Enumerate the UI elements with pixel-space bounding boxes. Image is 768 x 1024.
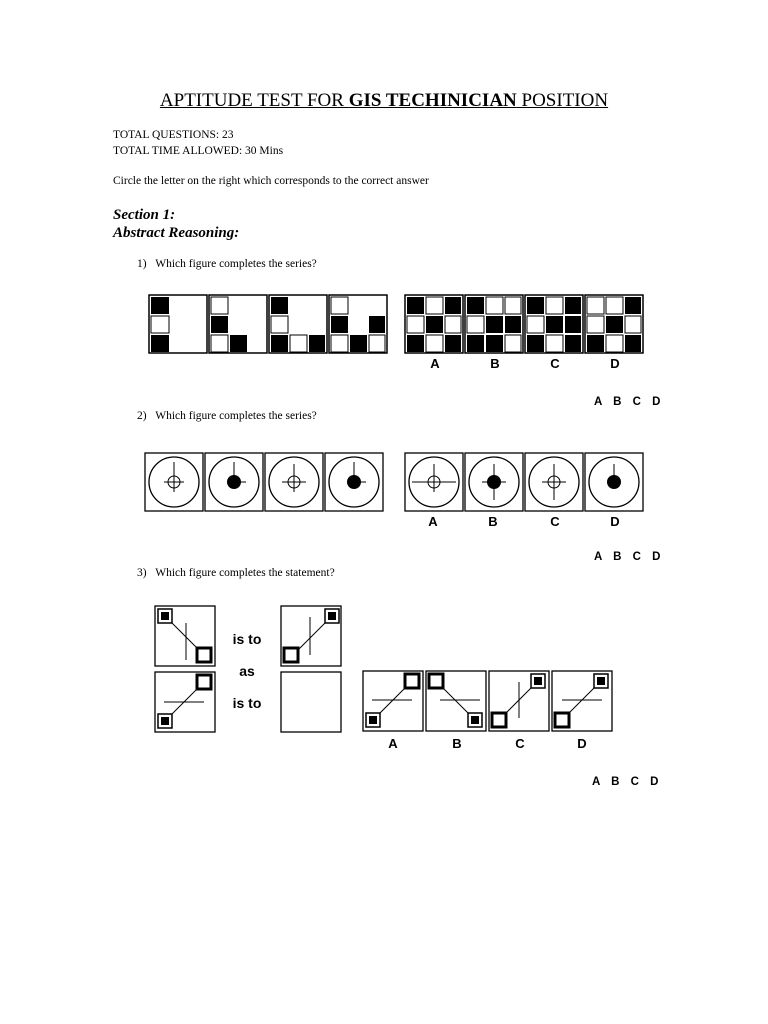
page-title: APTITUDE TEST FOR GIS TECHINICIAN POSITION [159, 90, 609, 111]
q2-option-b-label: B [488, 514, 498, 529]
q2-option-c-label: C [550, 514, 560, 529]
q2-options-figure [404, 452, 646, 512]
q3-analogy-left [154, 605, 218, 735]
instruction: Circle the letter on the right which corresponds to the correct answer [113, 175, 429, 187]
question-3: 3) Which figure completes the statement? [137, 567, 335, 579]
q2-option-d-label: D [610, 514, 620, 529]
q1-option-a-label: A [430, 356, 440, 371]
question-1: 1) Which figure completes the series? [137, 258, 317, 270]
question-2: 2) Which figure completes the series? [137, 410, 317, 422]
q1-option-c-label: C [550, 356, 560, 371]
q2-answer-choices[interactable]: A B C D [594, 551, 664, 563]
q2-series-figure [144, 452, 386, 512]
total-questions: TOTAL QUESTIONS: 23 [113, 129, 234, 141]
q3-is-to-1: is to [232, 631, 262, 647]
q3-option-a-label: A [388, 736, 398, 751]
section-name: Abstract Reasoning: [113, 225, 240, 241]
q1-options-figure [404, 294, 646, 354]
q1-series-figure [148, 294, 390, 354]
q3-option-d-label: D [577, 736, 587, 751]
q3-options-figure [362, 670, 616, 734]
q3-analogy-right [280, 605, 344, 735]
total-time: TOTAL TIME ALLOWED: 30 Mins [113, 145, 284, 157]
q3-as: as [239, 663, 255, 679]
q3-is-to-2: is to [232, 695, 262, 711]
q3-answer-choices[interactable]: A B C D [592, 776, 662, 788]
q3-option-c-label: C [515, 736, 525, 751]
section-number: Section 1: [113, 207, 176, 223]
q1-option-b-label: B [490, 356, 500, 371]
q3-option-b-label: B [452, 736, 462, 751]
q1-option-d-label: D [610, 356, 620, 371]
q2-option-a-label: A [428, 514, 438, 529]
q1-answer-choices[interactable]: A B C D [594, 396, 664, 408]
